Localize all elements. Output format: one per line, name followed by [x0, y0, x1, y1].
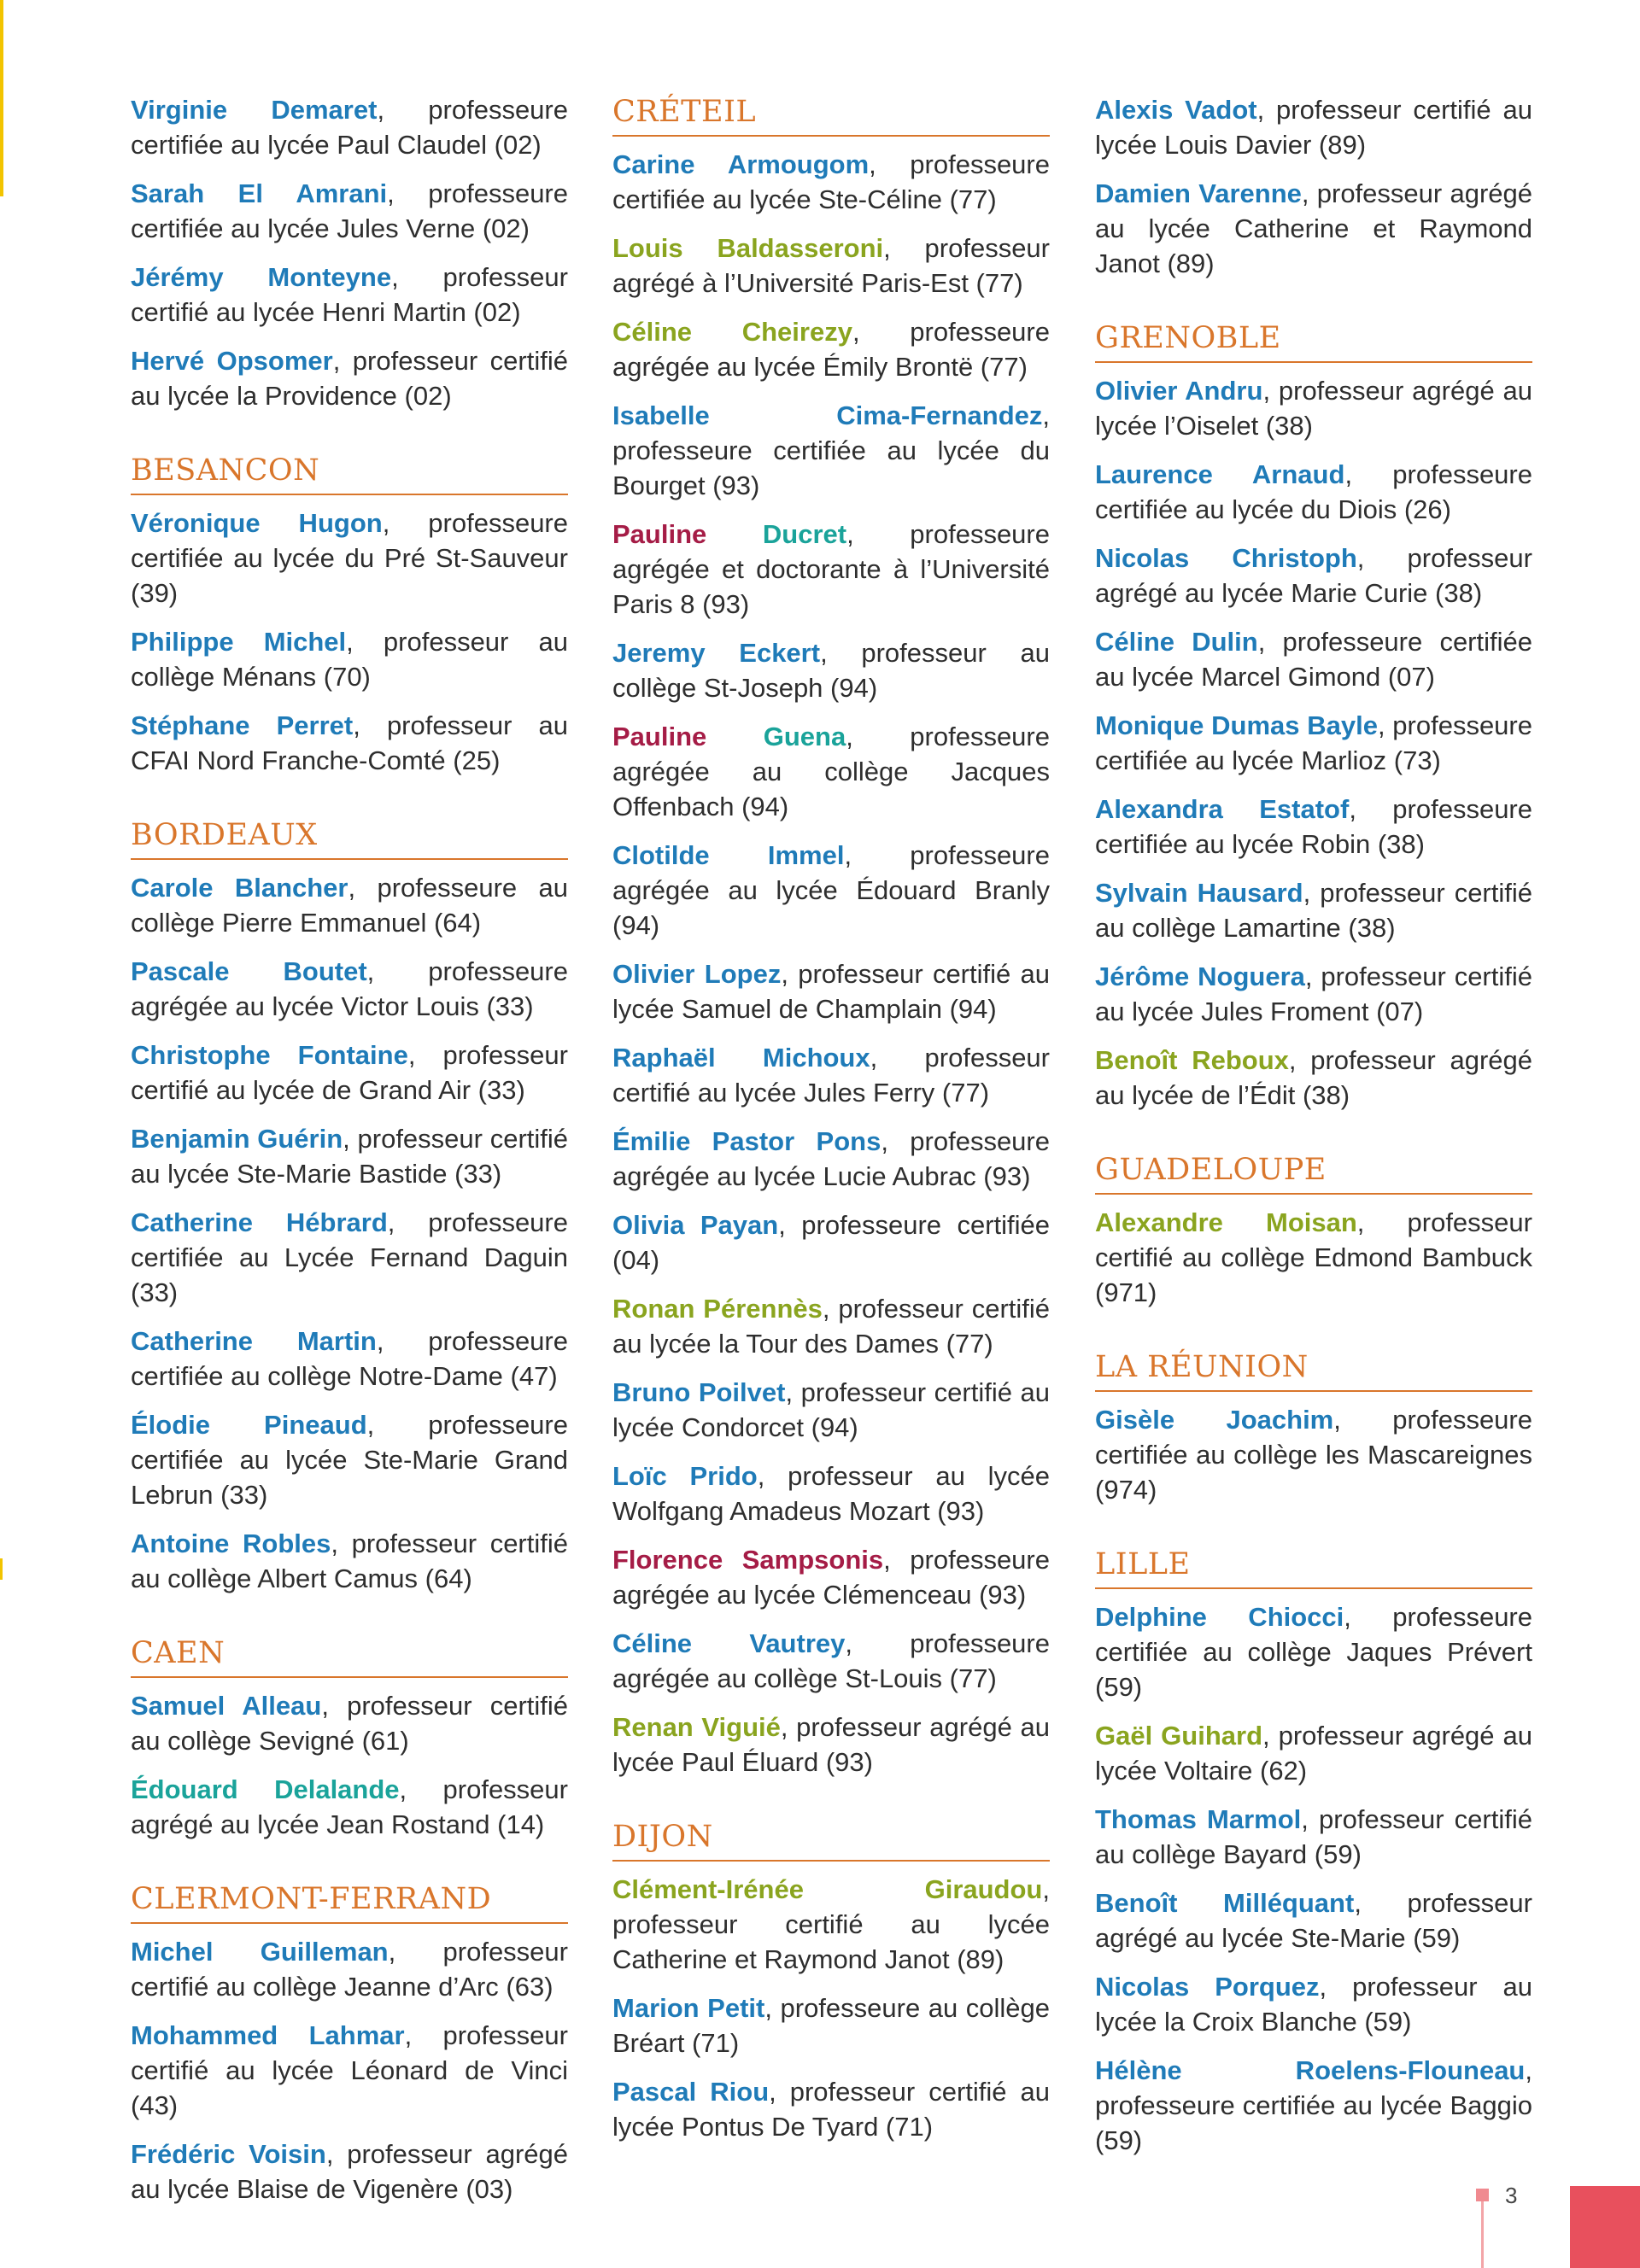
person-name: Céline Vautrey	[612, 1628, 846, 1658]
person-name: Clément-Irénée Giraudou	[612, 1874, 1043, 1904]
person-name: Céline Cheirezy	[612, 317, 852, 347]
person-description: , professeur certifié au lycée la Tour des Dames (77)	[612, 1294, 1051, 1359]
person-entry	[612, 517, 1050, 622]
page-number-marker-dot	[1476, 2189, 1489, 2201]
person-name: Alexandre Moisan	[1095, 1207, 1357, 1237]
region-heading: BORDEAUX	[131, 815, 568, 860]
person-description: , professeur certifié au lycée Léonard de Vinci (43)	[131, 2020, 568, 2120]
person-description: , professeure agrégée au lycée Lucie Aubrac (93)	[612, 1126, 1050, 1191]
person-name: Gisèle Joachim	[1095, 1405, 1334, 1435]
region-section	[131, 815, 568, 1596]
person-name: Sarah El Amrani	[131, 178, 388, 208]
person-name: Nicolas Christoph	[1095, 543, 1357, 573]
person-name: Damien Varenne	[1095, 178, 1302, 208]
person-name: Véronique Hugon	[131, 508, 383, 538]
person-description: , professeur certifié au lycée Louis Davier (89)	[1095, 95, 1532, 160]
person-entry	[1095, 708, 1532, 778]
person-entry	[612, 1291, 1050, 1361]
person-description: , professeure certifiée au lycée Marcel Gimond (07)	[1095, 627, 1532, 692]
person-description: , professeur au collège Ménans (70)	[131, 627, 568, 692]
person-name: Delphine Chiocci	[1095, 1602, 1344, 1632]
person-name: Nicolas Porquez	[1095, 1972, 1320, 2002]
person-description: , professeure certifiée au lycée du Diois (26)	[1095, 459, 1532, 524]
region-section	[612, 92, 1050, 1780]
person-description: , professeur agrégé au lycée Paul Éluard (93)	[612, 1712, 1050, 1777]
person-entry	[1095, 373, 1532, 443]
person-description: , professeur certifié au lycée Catherine et Raymond Janot (89)	[612, 1874, 1050, 1974]
person-description: , professeure certifiée au lycée du Bourget (93)	[612, 400, 1050, 500]
person-name: Pascale Boutet	[131, 956, 367, 986]
person-name: Alexandra Estatof	[1095, 794, 1350, 824]
person-name: Mohammed Lahmar	[131, 2020, 405, 2050]
person-name: Catherine Martin	[131, 1326, 377, 1356]
person-entry	[131, 343, 568, 413]
person-entry	[131, 1121, 568, 1191]
person-description: , professeur certifié au lycée Jules Froment (07)	[1095, 962, 1532, 1026]
person-name: Philippe Michel	[131, 627, 347, 657]
person-name: Hervé Opsomer	[131, 346, 333, 376]
person-entry	[612, 635, 1050, 705]
person-entry	[131, 708, 568, 778]
person-description: , professeure certifiée au Lycée Fernand Daguin (33)	[131, 1207, 568, 1307]
person-description: , professeur certifié au collège Edmond Bambuck (971)	[1095, 1207, 1532, 1307]
person-name: Olivier Lopez	[612, 959, 782, 989]
region-section	[1095, 1545, 1532, 2158]
person-name: Benoît Milléquant	[1095, 1888, 1355, 1918]
person-name: Alexis Vadot	[1095, 95, 1257, 125]
page-corner-block	[1570, 2186, 1640, 2268]
person-description: , professeur certifié au lycée Samuel de Champlain (94)	[612, 959, 1050, 1024]
person-description: , professeur certifié au collège Albert Camus (64)	[131, 1529, 568, 1593]
person-surname: Ducret	[762, 519, 847, 549]
person-name: Pascal Riou	[612, 2077, 770, 2107]
person-entry	[1095, 541, 1532, 611]
page-number-marker-stem	[1481, 2195, 1484, 2268]
person-entry	[131, 2136, 568, 2207]
person-description: , professeur agrégé au lycée l’Oiselet (38)	[1095, 376, 1532, 441]
region-heading: DIJON	[612, 1817, 1050, 1862]
person-name: Céline Dulin	[1095, 627, 1258, 657]
person-name: Olivier Andru	[1095, 376, 1263, 406]
person-name: Catherine Hébrard	[131, 1207, 388, 1237]
person-description: , professeure certifiée (04)	[612, 1210, 1050, 1275]
person-entry	[612, 1040, 1050, 1110]
edge-accent-tick	[0, 1558, 3, 1580]
person-name: Émilie Pastor Pons	[612, 1126, 882, 1156]
person-entry	[131, 1038, 568, 1108]
person-name: Bruno Poilvet	[612, 1377, 786, 1407]
person-description: , professeur certifié au lycée Condorcet (94)	[612, 1377, 1051, 1442]
person-entry	[612, 1872, 1050, 1977]
person-name: Marion Petit	[612, 1993, 765, 2023]
person-description: , professeure agrégée au collège St-Louis (77)	[612, 1628, 1050, 1693]
person-description: , professeur agrégé au lycée Blaise de Vigenère (03)	[131, 2139, 569, 2204]
person-description: , professeure agrégée et doctorante à l’Université Paris 8 (93)	[612, 519, 1050, 619]
region-heading: CAEN	[131, 1634, 568, 1678]
column-3	[1095, 92, 1532, 2195]
person-entry	[1095, 1599, 1532, 1704]
person-description: , professeur agrégé au lycée de l’Édit (38)	[1095, 1045, 1532, 1110]
edge-accent-bar	[0, 0, 3, 196]
region-section	[131, 92, 568, 413]
column-2	[612, 92, 1050, 2182]
person-entry	[131, 92, 568, 162]
person-entry	[131, 1688, 568, 1758]
person-entry	[612, 838, 1050, 943]
person-description: , professeure certifiée au collège les Mascareignes (974)	[1095, 1405, 1532, 1505]
person-entry	[131, 176, 568, 246]
person-entry	[1095, 959, 1532, 1029]
person-description: , professeur certifié au lycée Ste-Marie Bastide (33)	[131, 1124, 569, 1189]
person-entry	[131, 260, 568, 330]
person-name: Frédéric Voisin	[131, 2139, 326, 2169]
person-entry	[612, 314, 1050, 384]
person-name: Clotilde Immel	[612, 840, 845, 870]
person-name: Loïc Prido	[612, 1461, 758, 1491]
person-description: , professeur au lycée la Croix Blanche (59)	[1095, 1972, 1532, 2037]
region-heading: BESANCON	[131, 451, 568, 495]
person-name: Laurence Arnaud	[1095, 459, 1345, 489]
person-name: Olivia Payan	[612, 1210, 779, 1240]
person-name: Benjamin Guérin	[131, 1124, 343, 1154]
person-description: , professeur certifié au collège Lamartine (38)	[1095, 878, 1532, 943]
person-entry	[1095, 1718, 1532, 1788]
person-entry	[1095, 1043, 1532, 1113]
person-name: Stéphane Perret	[131, 710, 354, 740]
region-section	[131, 1634, 568, 1842]
person-description: , professeure certifiée au collège Jaques Prévert (59)	[1095, 1602, 1532, 1702]
person-description: , professeure certifiée au lycée Jules Verne (02)	[131, 178, 568, 243]
person-description: , professeure au collège Pierre Emmanuel (64)	[131, 873, 568, 938]
person-entry	[1095, 92, 1532, 162]
person-description: , professeure agrégée au collège Jacques Offenbach (94)	[612, 722, 1050, 821]
person-entry	[131, 954, 568, 1024]
person-description: , professeure au collège Bréart (71)	[612, 1993, 1051, 2058]
person-description: , professeur agrégé au lycée Ste-Marie (59)	[1095, 1888, 1532, 1953]
person-name: Samuel Alleau	[131, 1691, 322, 1721]
page-number: 3	[1505, 2183, 1518, 2208]
person-entry	[612, 1124, 1050, 1194]
person-description: , professeure certifiée au lycée Robin (38)	[1095, 794, 1532, 859]
person-description: , professeure certifiée au lycée Ste-Marie Grand Lebrun (33)	[131, 1410, 568, 1510]
person-entry	[1095, 792, 1532, 862]
person-name: Christophe Fontaine	[131, 1040, 408, 1070]
person-name: Gaël Guihard	[1095, 1721, 1263, 1751]
person-entry	[612, 1710, 1050, 1780]
person-entry	[1095, 1885, 1532, 1955]
region-heading: LA RÉUNION	[1095, 1347, 1532, 1392]
person-entry	[612, 719, 1050, 824]
person-description: , professeur certifié au lycée Henri Martin (02)	[131, 262, 568, 327]
person-description: , professeur certifié au collège Sevigné (61)	[131, 1691, 569, 1756]
person-entry	[1095, 1802, 1532, 1872]
person-description: , professeure certifiée au lycée Baggio (59)	[1095, 2055, 1532, 2155]
person-description: , professeur agrégé au lycée Catherine et Raymond Janot (89)	[1095, 178, 1533, 278]
person-entry	[131, 870, 568, 940]
person-name: Édouard Delalande	[131, 1774, 400, 1804]
region-section	[1095, 319, 1532, 1113]
person-name: Raphaël Michoux	[612, 1043, 870, 1073]
person-name: Pauline	[612, 722, 707, 751]
person-description: , professeure agrégée au lycée Clémenceau (93)	[612, 1545, 1050, 1610]
person-description: , professeure certifiée au collège Notre-Dame (47)	[131, 1326, 568, 1391]
person-name: Sylvain Hausard	[1095, 878, 1303, 908]
person-name: Monique Dumas Bayle	[1095, 710, 1378, 740]
column-1	[131, 92, 568, 2244]
region-heading: GUADELOUPE	[1095, 1150, 1532, 1195]
person-entry	[1095, 1205, 1532, 1310]
person-description: , professeur agrégé au lycée Marie Curie (38)	[1095, 543, 1532, 608]
person-entry	[1095, 875, 1532, 945]
person-description: , professeur au lycée Wolfgang Amadeus Mozart (93)	[612, 1461, 1050, 1526]
person-name: Renan Viguié	[612, 1712, 781, 1742]
person-name: Florence Sampsonis	[612, 1545, 884, 1575]
person-description: , professeur certifié au lycée Pontus De Tyard (71)	[612, 2077, 1050, 2142]
region-heading: LILLE	[1095, 1545, 1532, 1589]
person-description: , professeure certifiée au lycée Paul Claudel (02)	[131, 95, 568, 160]
person-surname: Guena	[763, 722, 846, 751]
person-name: Pauline	[612, 519, 707, 549]
person-name: Ronan Pérennès	[612, 1294, 823, 1324]
person-entry	[612, 231, 1050, 301]
person-entry	[131, 624, 568, 694]
person-entry	[131, 1407, 568, 1512]
person-name: Hélène Roelens-Flouneau	[1095, 2055, 1526, 2085]
person-description: , professeur agrégé au lycée Voltaire (62)	[1095, 1721, 1532, 1786]
region-section	[1095, 1347, 1532, 1507]
person-description: , professeur certifié au lycée la Providence (02)	[131, 346, 568, 411]
person-entry	[131, 1526, 568, 1596]
person-name: Isabelle Cima-Fernandez	[612, 400, 1043, 430]
person-description: , professeure agrégée au lycée Édouard Branly (94)	[612, 840, 1050, 940]
person-entry	[1095, 624, 1532, 694]
person-description: , professeure agrégée au lycée Émily Brontë (77)	[612, 317, 1050, 382]
person-description: , professeur certifié au collège Bayard (59)	[1095, 1804, 1532, 1869]
person-entry	[1095, 2053, 1532, 2158]
region-section	[612, 1817, 1050, 2144]
person-entry	[612, 1626, 1050, 1696]
region-heading: CLERMONT-FERRAND	[131, 1879, 568, 1924]
person-description: , professeure certifiée au lycée Ste-Céline (77)	[612, 149, 1050, 214]
person-name: Carine Armougom	[612, 149, 870, 179]
person-name: Benoît Reboux	[1095, 1045, 1289, 1075]
person-name: Virginie Demaret	[131, 95, 378, 125]
person-description: , professeur certifié au lycée Jules Ferry (77)	[612, 1043, 1050, 1108]
person-entry	[612, 398, 1050, 503]
person-entry	[612, 147, 1050, 217]
person-description: , professeur au CFAI Nord Franche-Comté (25)	[131, 710, 568, 775]
person-description: , professeure agrégée au lycée Victor Louis (33)	[131, 956, 568, 1021]
region-section	[1095, 1150, 1532, 1310]
person-entry	[1095, 457, 1532, 527]
person-entry	[131, 1934, 568, 2004]
person-name: Carole Blancher	[131, 873, 348, 903]
person-entry	[612, 1207, 1050, 1277]
person-name: Thomas Marmol	[1095, 1804, 1302, 1834]
region-section	[1095, 92, 1532, 281]
person-description: , professeure certifiée au lycée du Pré St-Sauveur (39)	[131, 508, 568, 608]
person-entry	[131, 2018, 568, 2123]
person-description: , professeur certifié au collège Jeanne d’Arc (63)	[131, 1937, 568, 2002]
region-heading: CRÉTEIL	[612, 92, 1050, 137]
person-description: , professeur au collège St-Joseph (94)	[612, 638, 1050, 703]
person-name: Élodie Pineaud	[131, 1410, 367, 1440]
person-entry	[131, 1324, 568, 1394]
person-entry	[612, 956, 1050, 1026]
person-entry	[1095, 1402, 1532, 1507]
person-name: Michel Guilleman	[131, 1937, 389, 1967]
person-name: Jérôme Noguera	[1095, 962, 1305, 991]
region-heading: GRENOBLE	[1095, 319, 1532, 363]
person-name: Jérémy Monteyne	[131, 262, 392, 292]
person-name: Louis Baldasseroni	[612, 233, 884, 263]
person-entry	[612, 1990, 1050, 2060]
person-description: , professeur certifié au lycée de Grand Air (33)	[131, 1040, 568, 1105]
person-entry	[612, 1375, 1050, 1445]
person-name: Antoine Robles	[131, 1529, 331, 1558]
person-entry	[131, 1205, 568, 1310]
person-description: , professeure certifiée au lycée Marlioz (73)	[1095, 710, 1532, 775]
person-entry	[612, 1542, 1050, 1612]
person-description: , professeur agrégé au lycée Jean Rostand (14)	[131, 1774, 568, 1839]
person-entry	[1095, 176, 1532, 281]
region-section	[131, 451, 568, 778]
person-entry	[131, 506, 568, 611]
person-entry	[1095, 1969, 1532, 2039]
person-name: Jeremy Eckert	[612, 638, 821, 668]
person-entry	[612, 1458, 1050, 1529]
person-description: , professeur agrégé à l’Université Paris-Est (77)	[612, 233, 1050, 298]
region-section	[131, 1879, 568, 2207]
person-entry	[612, 2074, 1050, 2144]
person-entry	[131, 1772, 568, 1842]
